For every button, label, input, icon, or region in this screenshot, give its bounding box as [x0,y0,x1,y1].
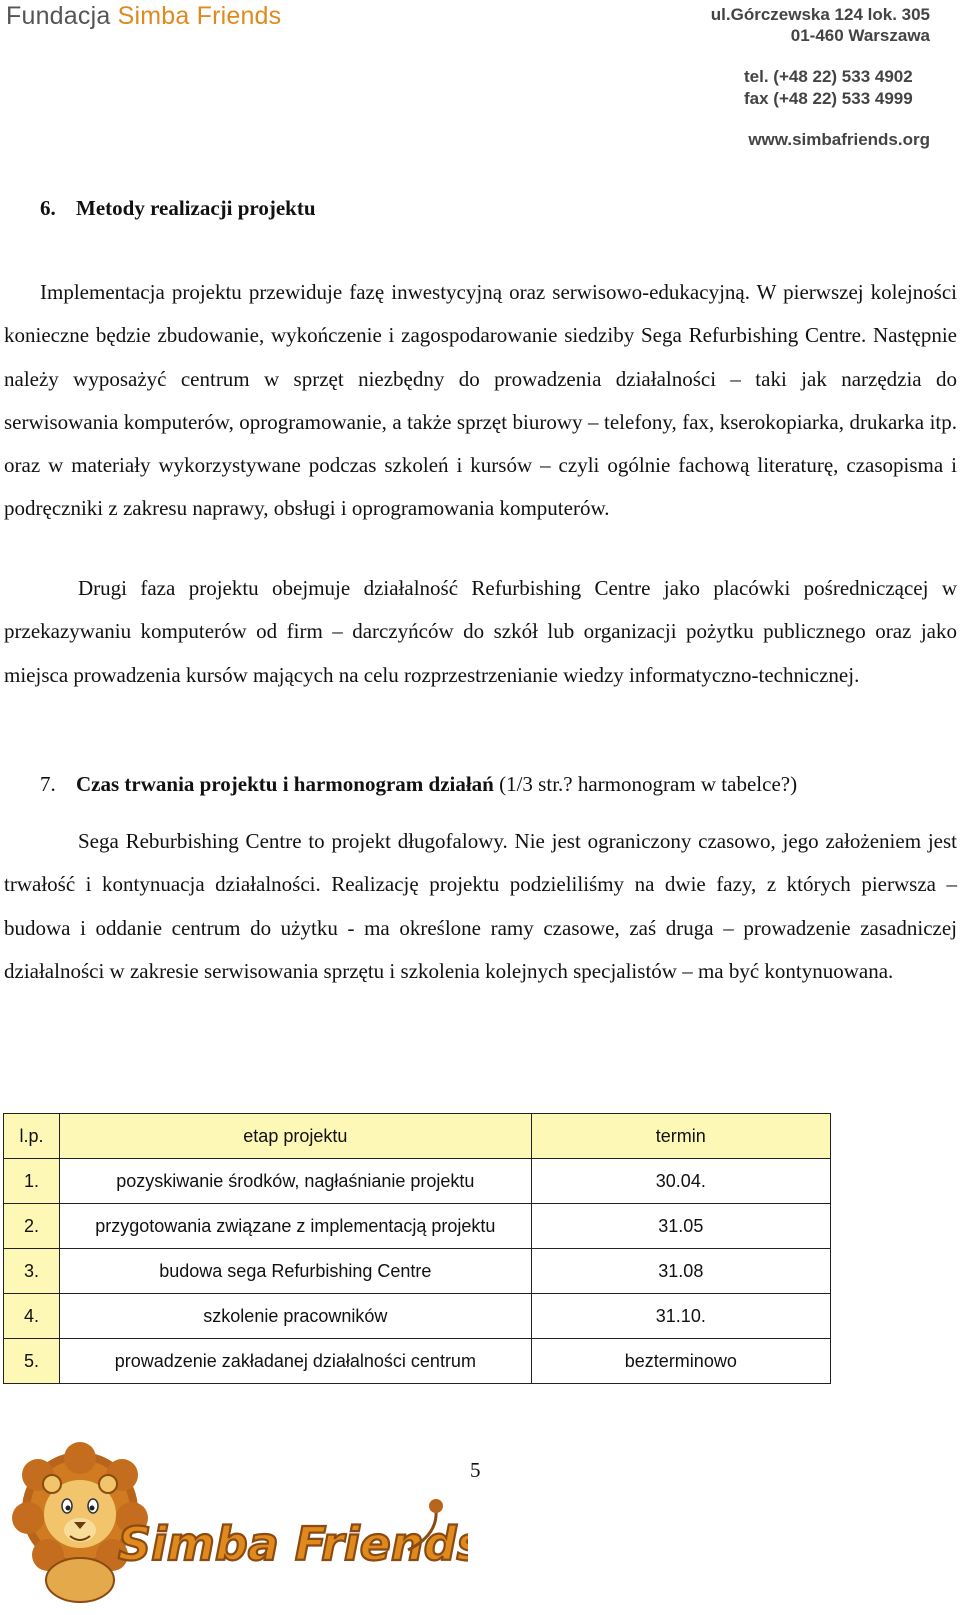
section-6-title: Metody realizacji projektu [76,196,316,220]
section-7-heading [40,772,797,797]
cell-lp: 4. [4,1294,60,1339]
cell-etap: szkolenie pracowników [60,1294,532,1339]
cell-lp: 3. [4,1249,60,1294]
org-name-part1: Fundacja [6,2,118,30]
table-header-row [4,1114,831,1159]
cell-termin: 31.10. [531,1294,830,1339]
cell-etap: pozyskiwanie środków, nagłaśnianie projektu [60,1159,532,1204]
header-etap: etap projektu [60,1114,532,1159]
logo-lettering: Simba Friends [118,1517,468,1571]
header-address [711,4,930,46]
section-6-heading [40,196,316,221]
page-number: 5 [470,1458,481,1482]
tel-line: tel. (+48 22) 533 4902 [744,67,913,86]
cell-etap: budowa sega Refurbishing Centre [60,1249,532,1294]
table-row [4,1159,831,1204]
cell-lp: 5. [4,1339,60,1384]
header-website: www.simbafriends.org [748,130,930,149]
section-7-number: 7. [40,772,56,796]
section-7-paragraph: Sega Reburbishing Centre to projekt długofalowy. Nie jest ograniczony czasowo, jego założeniem jest trwałość i kontynuacja działalności. Realizację projektu podzieliliśmy na dwie fazy, z których pierwsza – budowa i oddanie centrum do użytku - ma określone ramy czasowe, zaś druga – prowadzenie zasadniczej działalności w zakresie serwisowania sprzętu i szkolenia kolejnych specjalistów – ma być kontynuowana. [4,829,957,983]
header-org-name [6,2,281,31]
lion-logo-icon [8,1440,468,1610]
cell-termin: 31.05 [531,1204,830,1249]
org-name-part2: Simba Friends [117,2,282,30]
table-row [4,1339,831,1384]
section-6-paragraph-2: Drugi faza projektu obejmuje działalność Refurbishing Centre jako placówki pośredniczącej w przekazywaniu komputerów od firm – darczyńców do szkół lub organizacji pożytku publicznego oraz jako miejsca prowadzenia kursów mających na celu rozprzestrzenianie wiedzy informatyczno-technicznej. [4,576,957,687]
table-row [4,1294,831,1339]
cell-termin: 30.04. [531,1159,830,1204]
address-line2: 01-460 Warszawa [790,26,930,45]
fax-line: fax (+48 22) 533 4999 [744,89,913,108]
address-line1: ul.Górczewska 124 lok. 305 [710,5,930,24]
cell-lp: 1. [4,1159,60,1204]
schedule-table [3,1113,831,1384]
section-6-number: 6. [40,196,56,220]
cell-etap: przygotowania związane z implementacją projektu [60,1204,532,1249]
cell-lp: 2. [4,1204,60,1249]
simba-friends-logo [8,1440,468,1615]
section-7-title: Czas trwania projektu i harmonogram działań [76,772,494,796]
cell-etap: prowadzenie zakładanej działalności centrum [60,1339,532,1384]
header-lp: l.p. [4,1114,60,1159]
cell-termin: bezterminowo [531,1339,830,1384]
section-6-paragraph-1: Implementacja projektu przewiduje fazę inwestycyjną oraz serwisowo-edukacyjną. W pierwszej kolejności konieczne będzie zbudowanie, wykończenie i zagospodarowanie siedziby Sega Refurbishing Centre. Następnie należy wyposażyć centrum w sprzęt niezbędny do prowadzenia działalności – taki jak narzędzia do serwisowania komputerów, oprogramowanie, a także sprzęt biurowy – telefony, fax, kserokopiarka, drukarka itp. oraz w materiały wykorzystywane podczas szkoleń i kursów – czyli ogólnie fachową literaturę, czasopisma i podręczniki z zakresu naprawy, obsługi i oprogramowania komputerów. [4,280,957,521]
section-7-title-note: (1/3 str.? harmonogram w tabelce?) [493,772,798,796]
table-row [4,1249,831,1294]
table-row [4,1204,831,1249]
cell-termin: 31.08 [531,1249,830,1294]
header-termin: termin [531,1114,830,1159]
header-contact [744,66,913,110]
